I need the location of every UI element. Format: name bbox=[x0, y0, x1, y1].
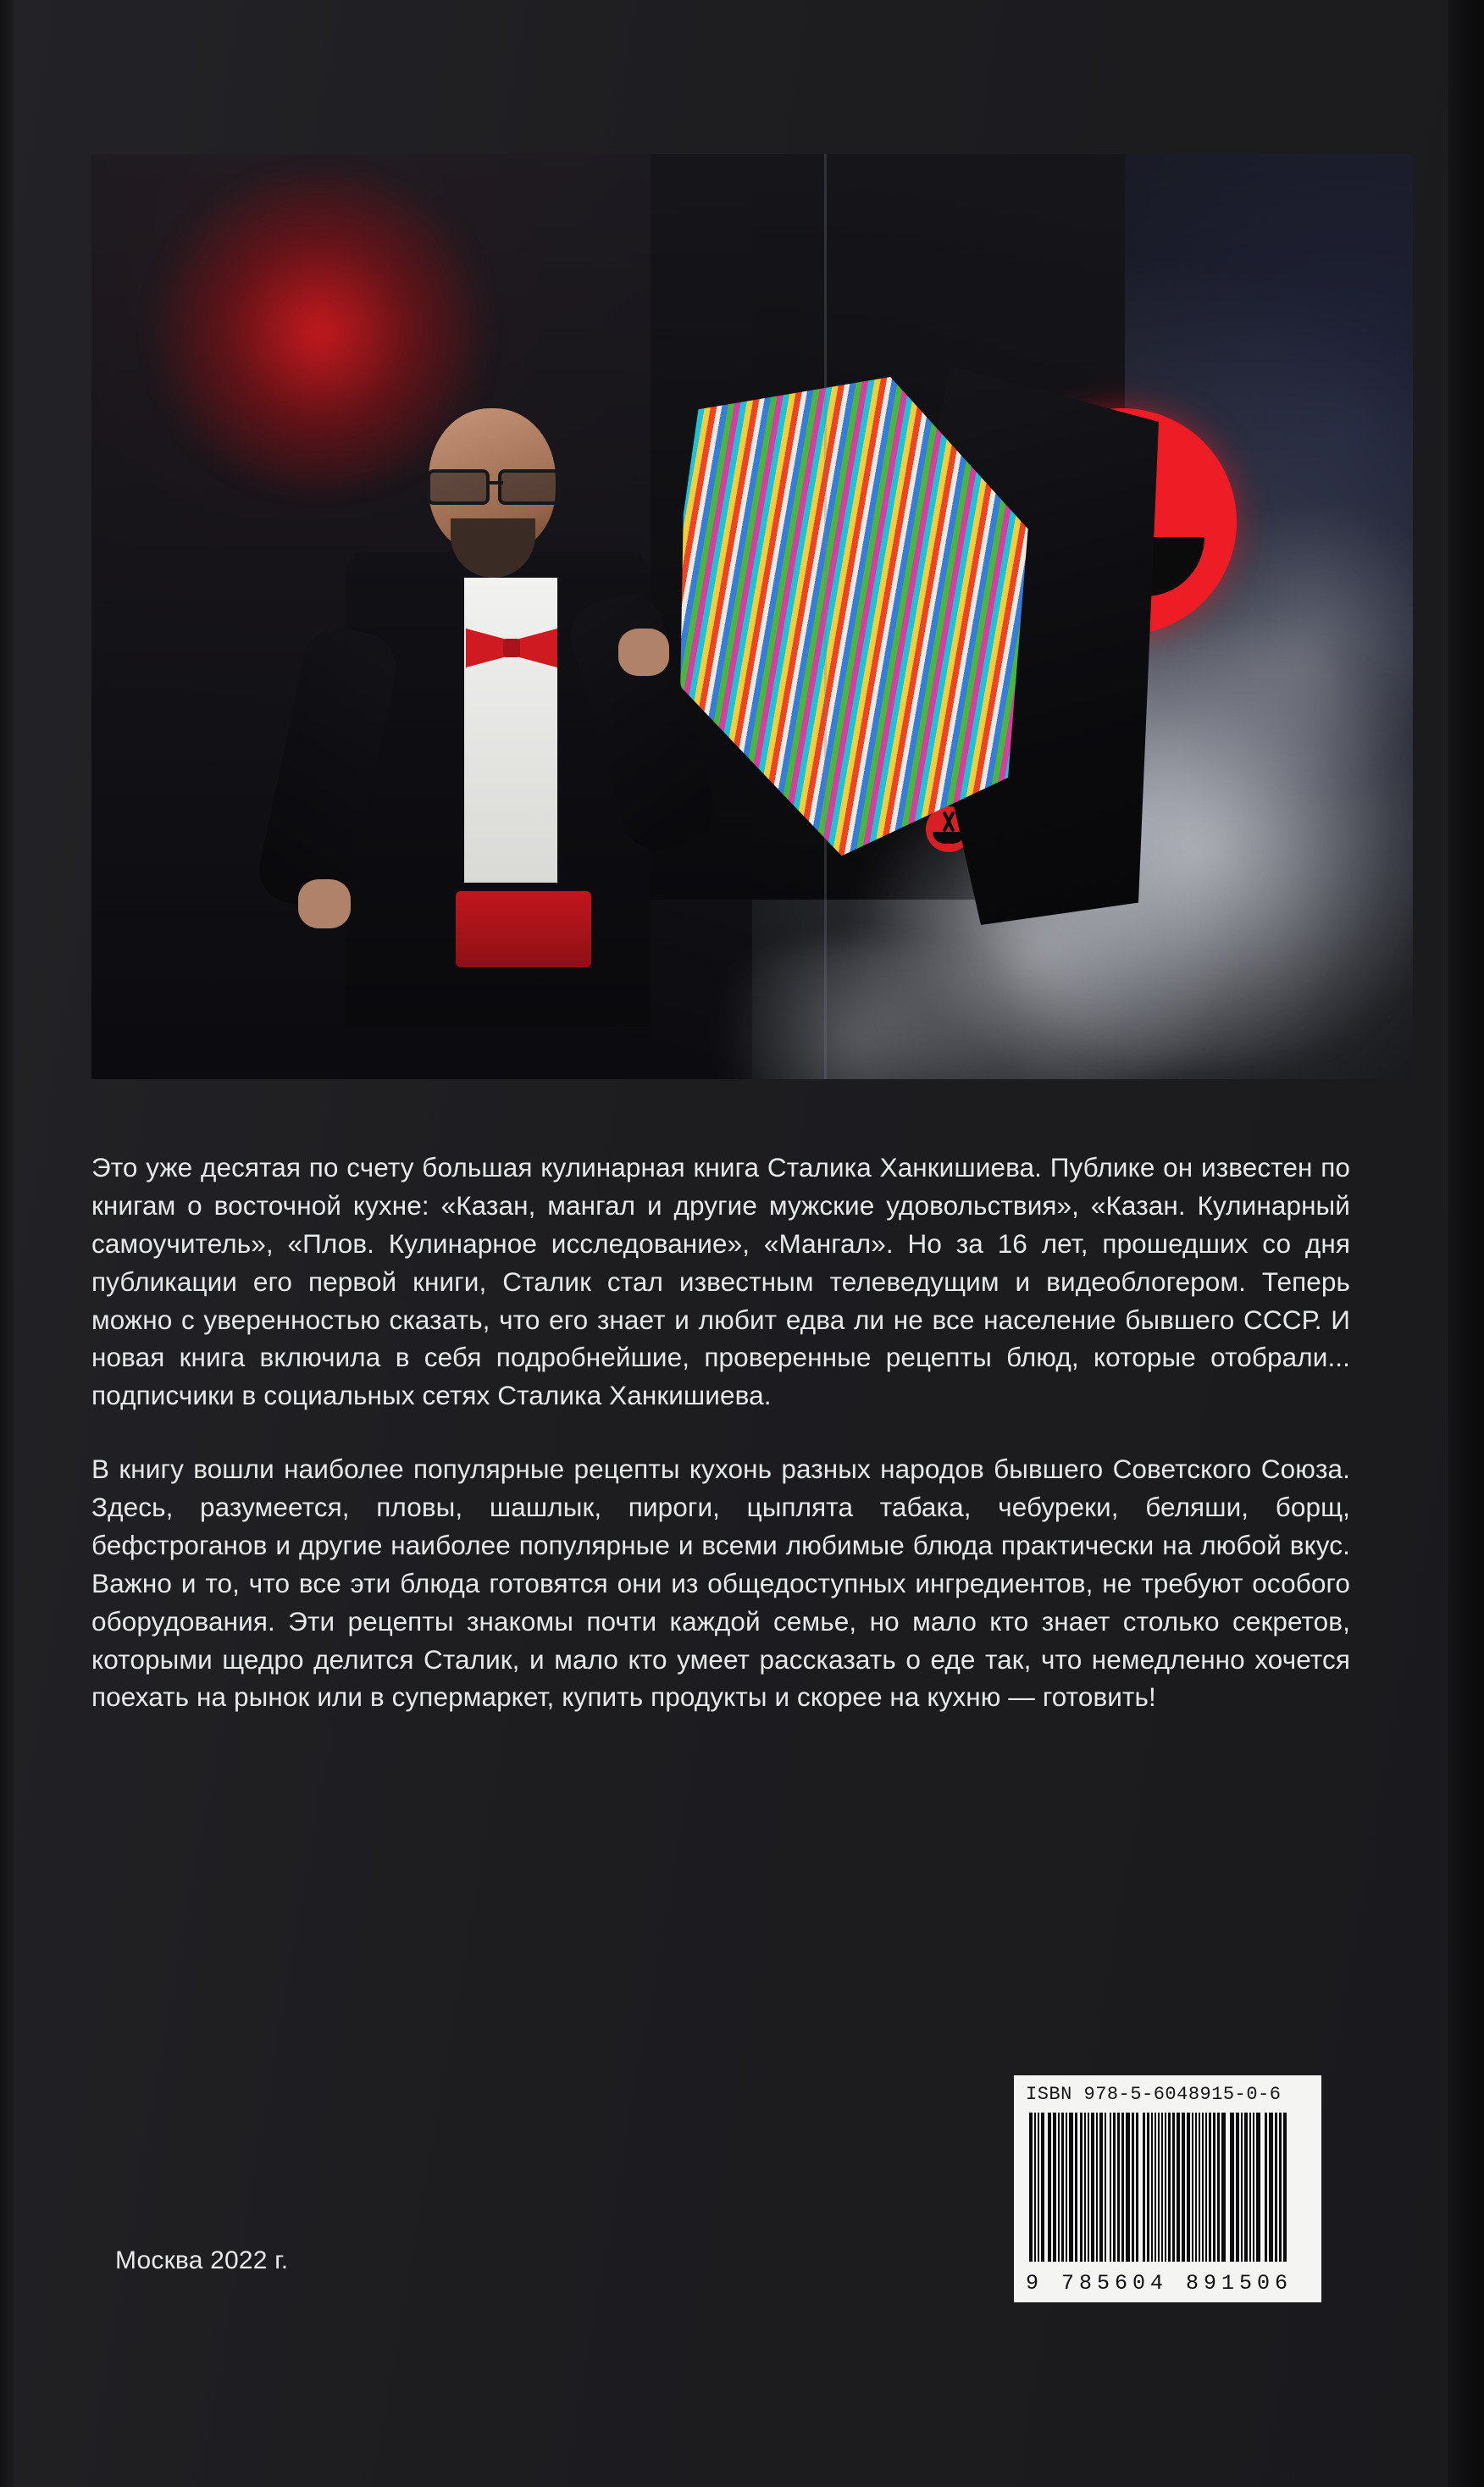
publication-city-year: Москва 2022 г. bbox=[115, 2246, 289, 2274]
glasses-lens-right bbox=[498, 469, 561, 505]
isbn-barcode bbox=[1014, 2075, 1321, 2302]
back-cover-blurb bbox=[91, 1149, 1350, 1716]
glasses-lens-left bbox=[427, 469, 490, 505]
person-shirt bbox=[464, 578, 557, 883]
blurb-paragraph-2: В книгу вошли наиболее популярные рецепты кухонь разных народов бывшего Советского Союза. Здесь, разумеется, пловы, шашлык, пироги, цыплята табака, чебуреки, беляши, борщ, бефстроганов и другие наиболее популярные и всеми любимые блюда практически на любой вкус. Важно и то, что все эти блюда готовятся они из общедоступных ингредиентов, не требуют особого оборудования. Эти рецепты знакомы почти каждой семье, но мало кто знает столько секретов, которыми щедро делится Сталик, и мало кто умеет рассказать о еде так, что немедленно хочется поехать на рынок или в супермаркет, купить продукты и скорее на кухню — готовить! bbox=[91, 1454, 1350, 1713]
person-bowtie bbox=[466, 629, 557, 667]
bowtie-right bbox=[517, 629, 557, 667]
person-left-hand bbox=[298, 879, 351, 928]
person-cummerbund bbox=[456, 891, 591, 967]
barcode-bars bbox=[1029, 2113, 1305, 2262]
isbn-label: ISBN 978-5-6048915-0-6 bbox=[1026, 2084, 1282, 2105]
glasses-bridge bbox=[486, 481, 503, 485]
bowtie-knot bbox=[503, 639, 520, 657]
blurb-paragraph-1: Это уже десятая по счету большая кулинарная книга Сталика Ханкишиева. Публике он известен по книгам о восточной кухне: «Казан, мангал и другие мужские удовольствия», «Казан. Кулинарный самоучитель», «Плов. Кулинарное исследование», «Мангал». Но за 16 лет, прошедших со дня публикации его первой книги, Сталик стал известным телеведущим и видеоблогером. Теперь можно с уверенностью сказать, что его знает и любит едва ли не все население бывшего СССР. И новая книга включила в себя подробнейшие, проверенные рецепты блюд, которые отобрали... подписчики в социальных сетях Сталика Ханкишиева. bbox=[91, 1152, 1350, 1411]
photo-seam bbox=[824, 154, 827, 1079]
logo-mouth-shape bbox=[933, 832, 965, 844]
cover-spine-edge bbox=[1448, 0, 1484, 2487]
person-right-hand bbox=[618, 629, 669, 676]
bowtie-left bbox=[466, 629, 507, 667]
cover-photo bbox=[91, 154, 1413, 1079]
barcode-digits: 9 785604 891506 bbox=[1026, 2271, 1293, 2296]
cover-left-edge bbox=[0, 0, 14, 2487]
glasses-icon bbox=[424, 469, 564, 498]
